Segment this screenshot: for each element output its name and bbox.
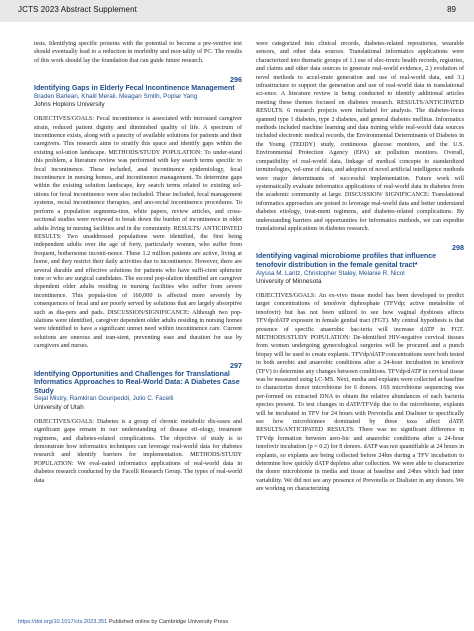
abstract-authors-298: Alyssa M. Lantz, Christopher Staley, Melanie R. Nicol bbox=[256, 269, 405, 277]
abstract-title-297: Identifying Opportunities and Challenges for Translational Informatics Approaches to Real-World Data: A Diabetes Case Study bbox=[34, 369, 240, 395]
abstract-institution-297: University of Utah bbox=[34, 403, 84, 411]
page-header bbox=[0, 0, 474, 22]
right-column bbox=[256, 40, 464, 494]
abstract-institution-296: Johns Hopkins University bbox=[34, 101, 105, 109]
abstract-title-296: Identifying Gaps in Elderly Fecal Incontinence Management bbox=[34, 84, 235, 93]
publisher-note: Published online by Cambridge University Press bbox=[107, 619, 229, 625]
page-footer bbox=[18, 619, 228, 625]
abstract-body-297: OBJECTIVES/GOALS: Diabetes is a group of chronic metabolic dis-eases and significant gaps remain in our understanding of disease eti-ology, treatment regimens, and diabetes-related complications. The objective of study is to demonstrate how informatics techniques can leverage real-world data for diabetes research and identify barriers for implementation. METHODS/STUDY POPULATION: We eval-uated informatics applications of real-world data in diabetes research conducted by the Facelli Research Group. The types of real-world data bbox=[34, 418, 242, 484]
abstract-297-continued: were categorized into clinical records, diabetes-related repositories, wearable sensors, and other data sources. Translational informatics applications were characterized into thematic groups of 1.) use of elec-tronic health records, registries, and claims and other data sources to generate real-world evidence, 2.) evolution of novel methods to accel-erate generation and use of real-world data, and 3.) infrastructure to support the generation and use of real-world data in translational sci-ence. A literature review is being conducted to identify additional articles meeting these themes focused on diabetes research. RESULTS/ANTICIPATED RESULTS: 6 research projects were included for analysis. The diabetes-focus spanned type 1 diabetes, type 2 diabetes, and general diabetes mellitus. Informatics methods included machine learning and data mining while real-world data sources included electronic medical records, the Environmental Determinants of Diabetes in the Young (TEDDY) study, continuous glucose monitors, and the U.S. Environmental Protection Agency (EPA) air pollution monitors. Overall, compatibility of real-world data, linkage of medical concepts to standardized terminologies, vol-ume of data, and adoption of novel artificial intelligence methods were major determinants of successful implementation. Future work will systematically evaluate informatics applications of real-world data in diabetes from the academic community at large. DISCUSSION/ SIGNIFICANCE: Translational informatics approaches are poised to leverage real-world data and better understand diabetes etiology, treat-ment regimens, and diabetes-related complications. By understanding barriers and opportunities for informatics methods, we can expedite translational applications in diabetes research. bbox=[256, 41, 464, 232]
journal-title: JCTS 2023 Abstract Supplement bbox=[18, 5, 137, 14]
abstract-title-298: Identifying vaginal microbiome profiles that influence tenofovir distribution in the female genital tract* bbox=[256, 252, 437, 269]
abstract-number-297: 297 bbox=[230, 360, 242, 370]
left-column bbox=[34, 40, 242, 485]
abstract-authors-297: Sejal Mistry, Ramkiran Gouripeddi, Julio C. Facelli bbox=[34, 395, 174, 403]
abstract-body-298: OBJECTIVES/GOALS: An ex-vivo tissue model has been developed to predict target concentrations of tenofovir diphosphate (TFVdp; active metabolite of tenofovir) but has not been utilized to see how vaginal dysbiosis affects TFVdp/dATP exposure in female genital tract (FGT). My central hypothesis is that presence of specific anaerobic bac-teria will increase dATP in FGT. METHODS/STUDY POPULATION: De-identified HIV-negative cervical tissues from women undergoing gynecological surgeries will be procured and a punch biopsy will be used to create explants. TFVdp/dATP concentrations were both tested in both aerobic and anaerobic conditions after a 24-hour incubation in tenofovir (TFV) to determine any changes between conditions. TFVdp/dATP in cervical tissue was be measured using LC-MS. Next, media and explants were collected at baseline to characterize donor microbiome for 6 donors. 16S microbiome sequencing was per-formed on extracted DNA to obtain the relative abundances of each bacteria species present. To test changes in dATP/TFVdp due to the microbiome, explants will be incubated in TFV for 24 hours with Prevotella and Dialister to specifically see how microbiomes dominated by these taxa affect dATP. RESULTS/ANTICIPATED RESULTS: There was no significant difference in TFVdp formation between aero-bic and anaerobic conditions after a 24-hour tenofovir incubation (p = 0.2) for 8 donors. dATP was not quantifiable at 24 hours in explants, so explants are being collected before 24hrs during a TFV incubation to determine how quickly dATP depletes after collection. We were able to characterize the donor microbiome in media and tissue at baseline and 24hrs which had inter variability. We did not see any presence of Prevotella or Dialister in any donors. We are working on characterizing bbox=[256, 292, 464, 493]
intro-paragraph: tests. Identifying specific proteins with the potential to become a pre-ventive test should eventually lead to a reduction in morbidity and mor-tality of PC. The results of this work should lay the foundation that can guide future research. bbox=[34, 41, 242, 64]
page-number: 89 bbox=[447, 5, 456, 14]
abstract-authors-296: Braden Barlean, Khalil Merali, Meagan Smith, Poplar Yang bbox=[34, 92, 198, 100]
doi-link[interactable]: https://doi.org/10.1017/cts.2023.351 bbox=[18, 619, 108, 625]
abstract-body-296: OBJECTIVES/GOALS: Fecal incontinence is associated with increased caregiver strain, reduced patient dignity and diminished quality of life. A spectrum of incontinence exists, along with a paucity of available solutions for patients and their caregivers. This research aims to stratify this space and identify gaps within the existing sol-ution landscape. METHODS/STUDY POPULATION: To under-stand this problem, a literature review was performed with key search terms specific to fecal incontinence. These included, anal incontinence epidemiology, fecal incontinence in nursing homes, and incontinence management. To determine gaps within the existing solution landscape, key search terms related to existing sol-utions for fecal incontinence were also included. These included, fecal management systems, rectal incontinence therapies, and ano-rectal incontinence procedures. To perform a population segmenta-tion, white papers, review articles, and cross-sectional studies were reviewed to break down the burden of incontinence in older adults living in nursing facilities and in the community. RESULTS/ ANTICIPATED RESULTS: Two unaddressed populations were identified, the first being independent adults over the age of forty, particularly women, who suffer from frequent, bothersome inconti-nence. These 1.2 million patients are active, living at home, and they restrict their daily activities due to incontinence. However, there are several durable and effective solutions for patients who have suffi-cient sphincter tone or who are surgical candidates. The second pop-ulation identified are caregiver dependent older adults residing in nursing facilities who suffer from severe incontinence. This popula-tion of 160,000 is affected more severely by consequences of fecal and are poorly served by solutions that are largely absorptive such as dia-pers and pads. DISCUSSION/SIGNIFICANCE: Although two pop-ulations were identified, caregiver dependent older adults residing in nursing homes were identified to have a significant unmet need within incontinence care. Current solutions are onerous and tran-sient, preventing ease and duration for use by caregivers and nurses. bbox=[34, 116, 242, 350]
abstract-institution-298: University of Minnesota bbox=[256, 277, 322, 285]
abstract-number-296: 296 bbox=[230, 75, 242, 85]
abstract-number-298: 298 bbox=[452, 243, 464, 253]
